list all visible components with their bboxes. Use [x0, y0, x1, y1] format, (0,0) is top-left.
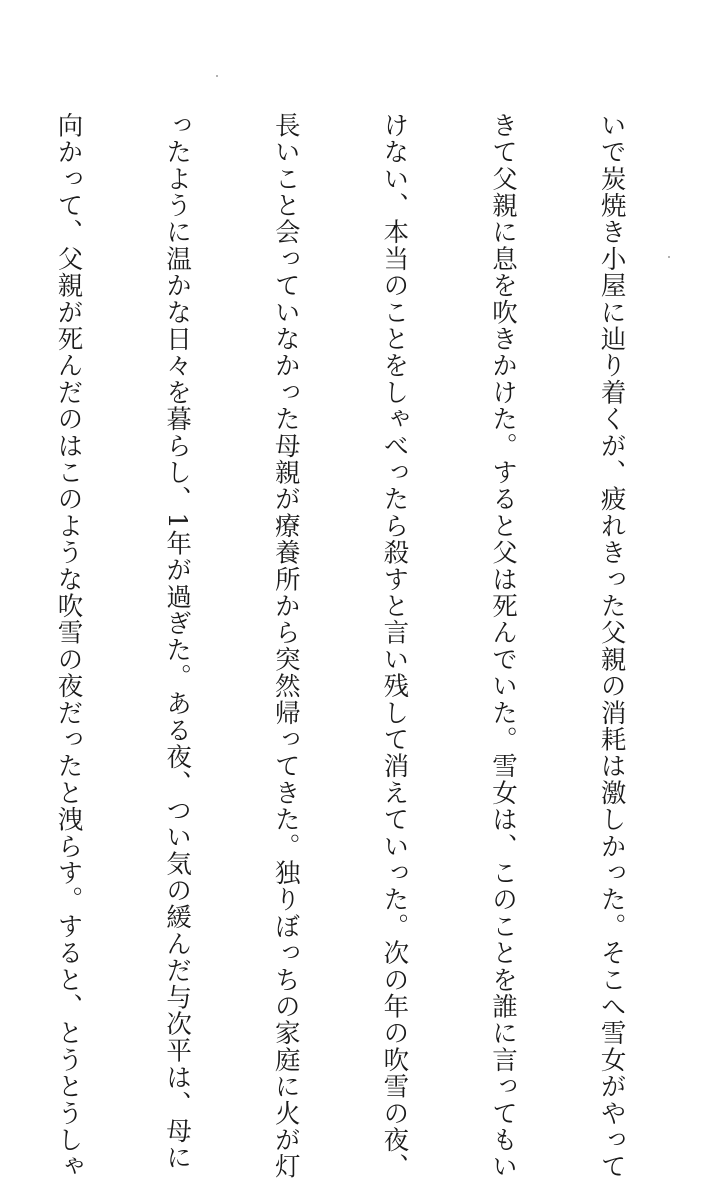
text-column: 向かって、父親が死んだのはこのような吹雪の夜だったと洩らす。すると、とうとうしゃ [53, 112, 84, 1180]
text-column: 長いこと会っていなかった母親が療養所から突然帰ってきた。独りぼっちの家庭に火が灯 [270, 112, 301, 1180]
text-column: いで炭焼き小屋に辿り着くが、疲れきった父親の消耗は激しかった。そこへ雪女がやって [596, 112, 627, 1180]
text-column: きて父親に息を吹きかけた。すると父は死んでいた。雪女は、このことを誰に言ってもい [487, 112, 518, 1180]
paper-speck [216, 75, 218, 77]
text-column: ったように温かな日々を暮らし、1年が過ぎた。ある夜、つい気の緩んだ与次平は、母に [162, 112, 193, 1171]
text-column: けない、本当のことをしゃべったら殺すと言い残して消えていった。次の年の吹雪の夜、 [379, 112, 410, 1180]
vertical-text-body [0, 112, 702, 1180]
